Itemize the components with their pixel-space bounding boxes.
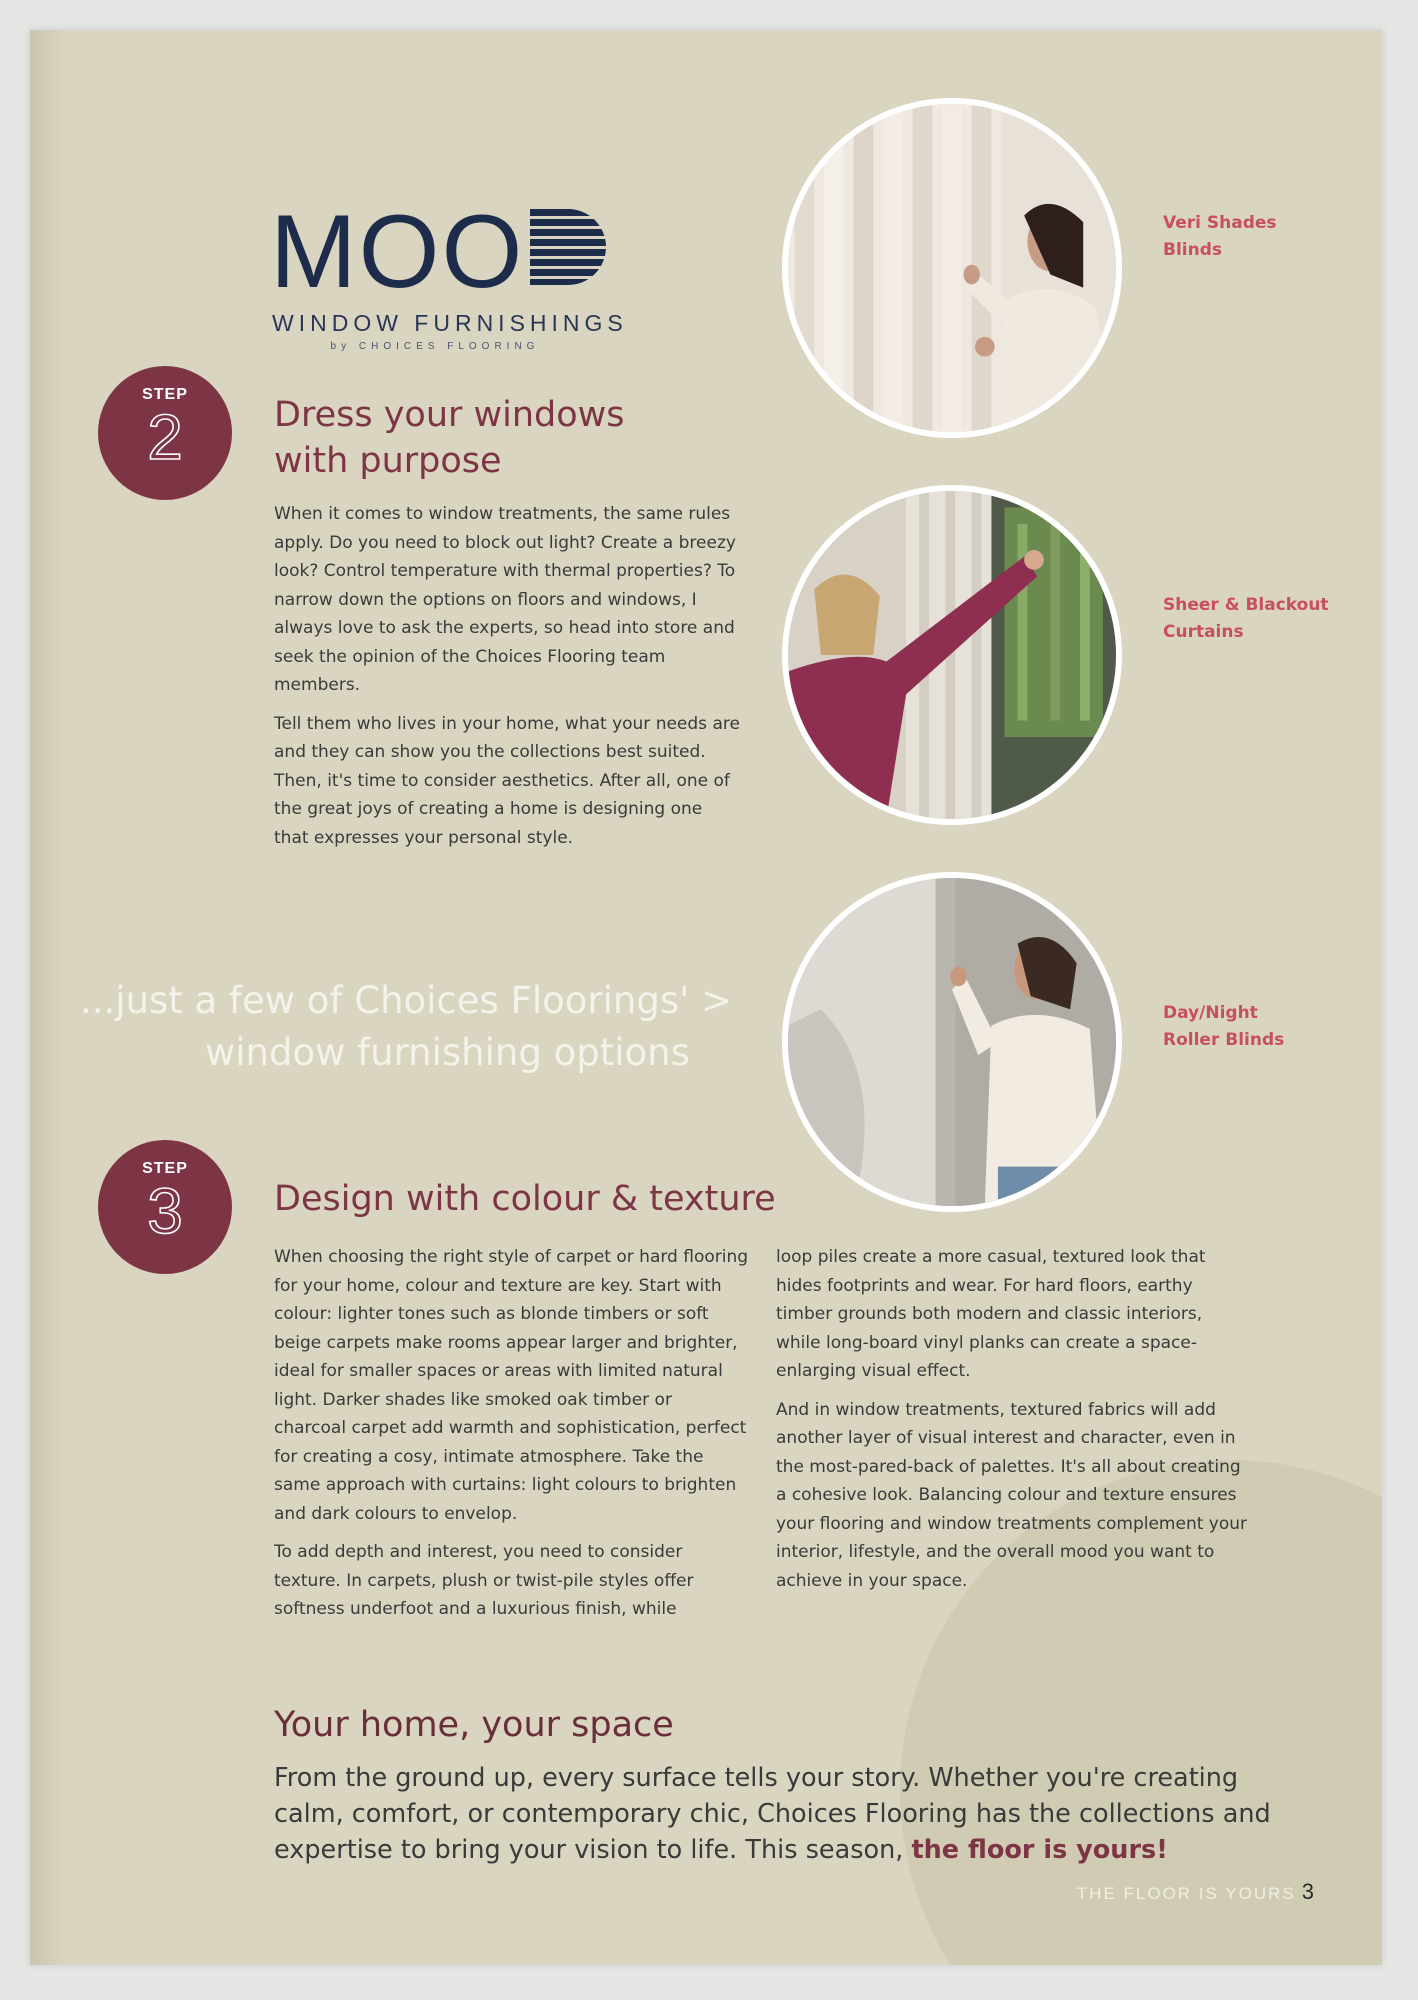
step-2-body xyxy=(274,500,742,862)
closing-heading: Your home, your space xyxy=(274,1705,674,1745)
caption-veri-shades xyxy=(1163,210,1373,264)
step-2-label: STEP xyxy=(142,386,188,403)
footer-text: THE FLOOR IS YOURS xyxy=(1076,1884,1296,1903)
logo-subtitle: WINDOW FURNISHINGS xyxy=(272,310,628,336)
photo-day-night-roller-blinds xyxy=(782,872,1122,1212)
step-2-badge xyxy=(98,366,232,500)
step-3-col2-paragraph-1: loop piles create a more casual, textured look that hides footprints and wear. For hard floors, earthy timber grounds both modern and classic interiors, while long-board vinyl planks can create a space-enlarging visual effect. xyxy=(776,1247,1206,1381)
step-3-column-1 xyxy=(274,1243,749,1634)
closing-paragraph xyxy=(274,1760,1274,1868)
closing-emphasis: the floor is yours! xyxy=(911,1835,1168,1865)
caption-day-night-line-2: Roller Blinds xyxy=(1163,1030,1285,1050)
tagline-line-2: window furnishing options xyxy=(205,1031,690,1074)
page-gutter-shadow xyxy=(30,30,66,1965)
magazine-page xyxy=(30,30,1382,1965)
step-2-number: 2 xyxy=(147,401,183,473)
caption-sheer-blackout xyxy=(1163,592,1373,646)
step-2-paragraph-2: Tell them who lives in your home, what your needs are and they can show you the collections best suited. Then, it's time to consider aesthetics. After all, one of the great joys of creating a home is designing one that expresses your personal style. xyxy=(274,713,740,848)
caption-day-night xyxy=(1163,1000,1373,1054)
logo-byline: by CHOICES FLOORING xyxy=(330,341,540,352)
caption-day-night-line-1: Day/Night xyxy=(1163,1003,1258,1023)
step-3-col1-paragraph-2: To add depth and interest, you need to consider texture. In carpets, plush or twist-pile styles offer softness underfoot and a luxurious finish, while xyxy=(274,1542,694,1619)
caption-veri-shades-line-2: Blinds xyxy=(1163,240,1223,260)
page-number: 3 xyxy=(1301,1879,1314,1904)
logo-striped-d-icon xyxy=(528,200,608,304)
step-3-col2-paragraph-2: And in window treatments, textured fabrics will add another layer of visual interest and character, even in the most-pared-back of palettes. It's all about creating a cohesive look. Balancing colour and texture ensures your flooring and window treatments complement your interior, lifestyle, and the overall mood you want to achieve in your space. xyxy=(776,1399,1248,1591)
step-3-number: 3 xyxy=(147,1175,183,1247)
mood-logo xyxy=(270,194,690,352)
step-3-column-2 xyxy=(776,1243,1251,1605)
step-2-heading-line-1: Dress your windows xyxy=(274,395,625,435)
step-3-col1-paragraph-1: When choosing the right style of carpet or hard flooring for your home, colour and texture are key. Start with colour: lighter tones such as blonde timbers or soft beige carpets make rooms appear larger and brighter, ideal for smaller spaces or areas with limited natural light. Darker shades like smoked oak timber or charcoal carpet add warmth and sophistication, perfect for creating a cosy, intimate atmosphere. Take the same approach with curtains: light colours to brighten and dark colours to envelop. xyxy=(274,1247,749,1524)
page-footer xyxy=(1077,1879,1314,1905)
tagline xyxy=(80,975,740,1079)
caption-sheer-blackout-line-1: Sheer & Blackout xyxy=(1163,595,1329,615)
step-2-heading xyxy=(274,392,625,484)
caption-sheer-blackout-line-2: Curtains xyxy=(1163,622,1244,642)
step-3-heading: Design with colour & texture xyxy=(274,1179,776,1219)
step-2-heading-line-2: with purpose xyxy=(274,441,502,481)
closing-text: From the ground up, every surface tells your story. Whether you're creating calm, comfort, or contemporary chic, Choices Flooring has the collections and expertise to bring your vision to life. This season, xyxy=(274,1763,1271,1865)
step-2-paragraph-1: When it comes to window treatments, the same rules apply. Do you need to block out light? Create a breezy look? Control temperature with thermal properties? To narrow down the options on floors and windows, I always love to ask the experts, so head into store and seek the opinion of the Choices Flooring team members. xyxy=(274,504,736,695)
step-3-label: STEP xyxy=(142,1160,188,1177)
logo-brand-text: MOO xyxy=(270,194,525,310)
caption-veri-shades-line-1: Veri Shades xyxy=(1163,213,1277,233)
photo-sheer-blackout-curtains xyxy=(782,485,1122,825)
tagline-line-1: ...just a few of Choices Floorings' > xyxy=(80,979,733,1022)
step-3-badge xyxy=(98,1140,232,1274)
photo-veri-shades xyxy=(782,98,1122,438)
